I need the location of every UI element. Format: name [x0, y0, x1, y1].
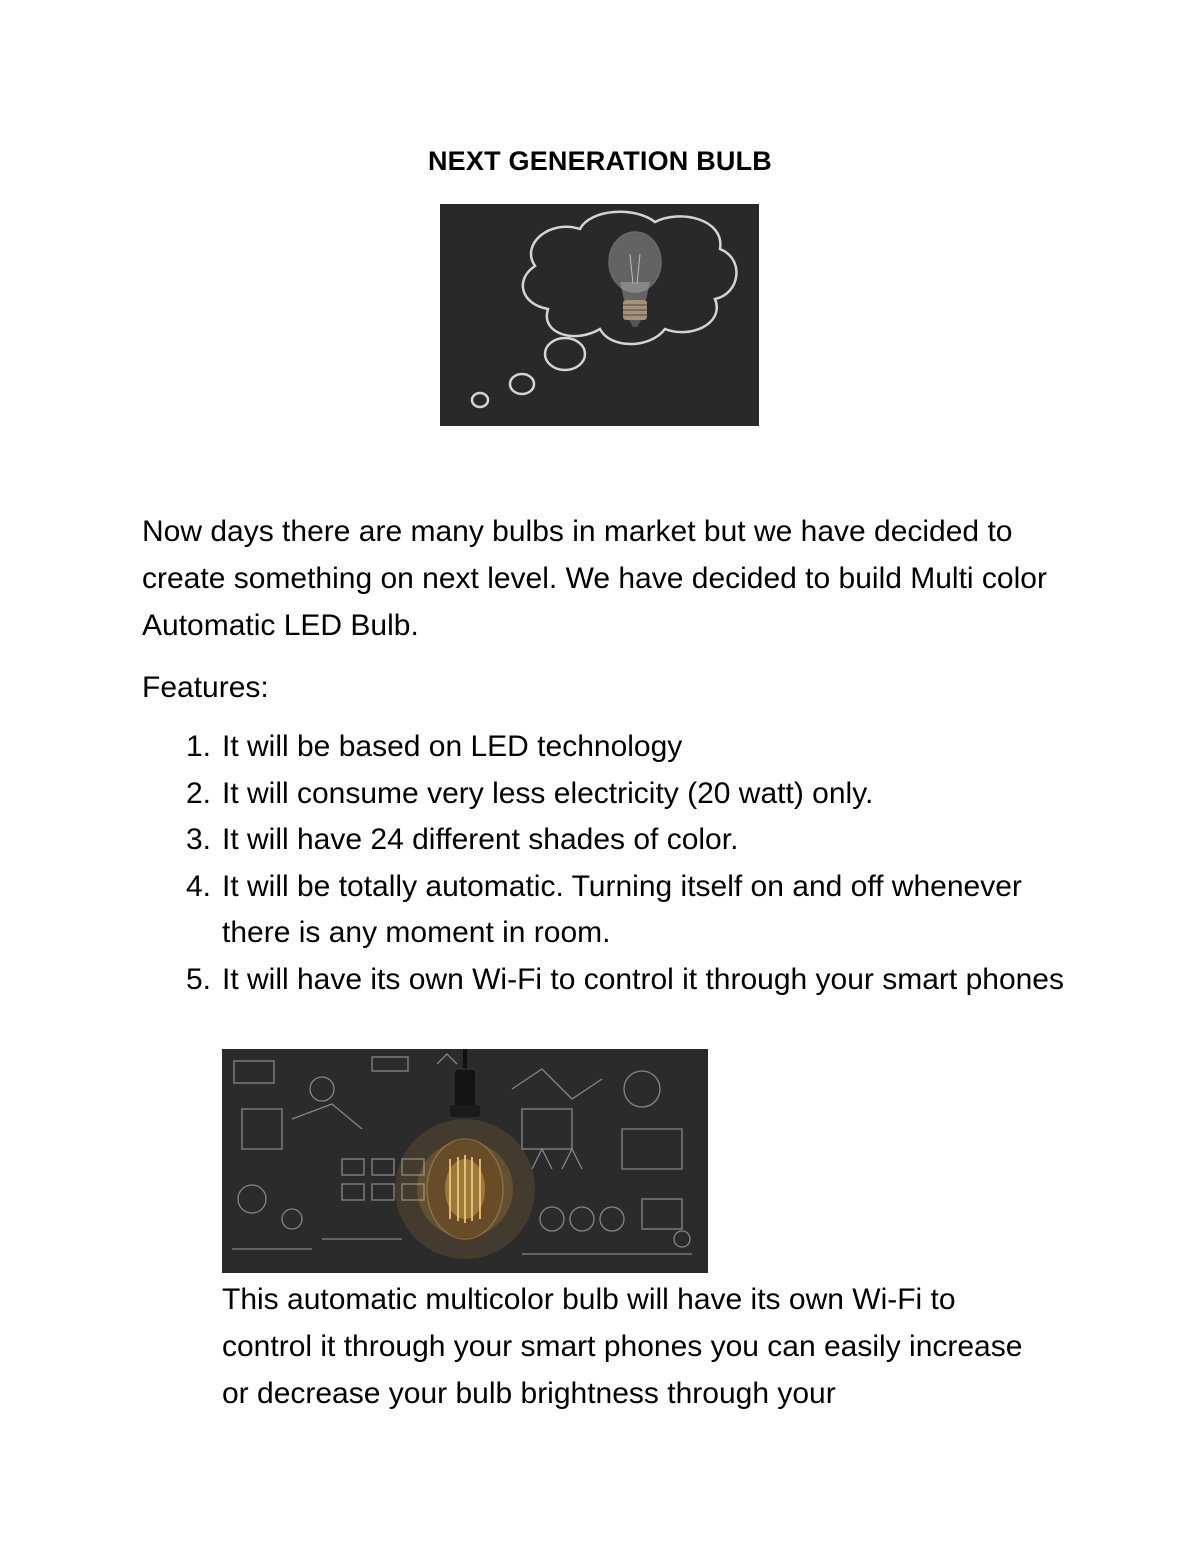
list-item [142, 817, 1082, 864]
outro-paragraph: This automatic multicolor bulb will have its own Wi-Fi to control it through your smart phones you can easily increase or decrease your bulb brightness through your [222, 1283, 1023, 1410]
list-item-text: It will be totally automatic. Turning itself on and off whenever there is any moment in room. [222, 869, 1022, 949]
list-number: 3. [186, 823, 212, 856]
list-item-text: It will have its own Wi-Fi to control it through your smart phones [222, 962, 1064, 996]
list-number: 5. [186, 962, 212, 996]
list-item-text: It will have 24 different shades of color. [222, 823, 739, 856]
features-heading: Features: [142, 671, 269, 704]
list-number: 2. [186, 776, 212, 810]
list-item [142, 724, 1082, 771]
intro-paragraph: Now days there are many bulbs in market but we have decided to create something on next level. We have decided to build Multi color Automatic LED Bulb. [142, 515, 1047, 642]
features-list [142, 724, 1082, 1003]
chalkboard-bulb-image [440, 204, 759, 426]
list-number: 1. [186, 730, 212, 763]
edison-bulb-image [222, 1049, 708, 1273]
page-title: NEXT GENERATION BULB [427, 146, 772, 176]
list-item [142, 771, 1082, 818]
list-item [142, 957, 1082, 1004]
list-item-text: It will be based on LED technology [222, 730, 683, 763]
lightbulb-thought-cloud-icon [440, 204, 759, 426]
list-item [142, 864, 1082, 957]
list-item-text: It will consume very less electricity (20 watt) only. [222, 776, 874, 810]
edison-bulb-doodle-icon [222, 1049, 708, 1273]
list-number: 4. [186, 869, 212, 903]
